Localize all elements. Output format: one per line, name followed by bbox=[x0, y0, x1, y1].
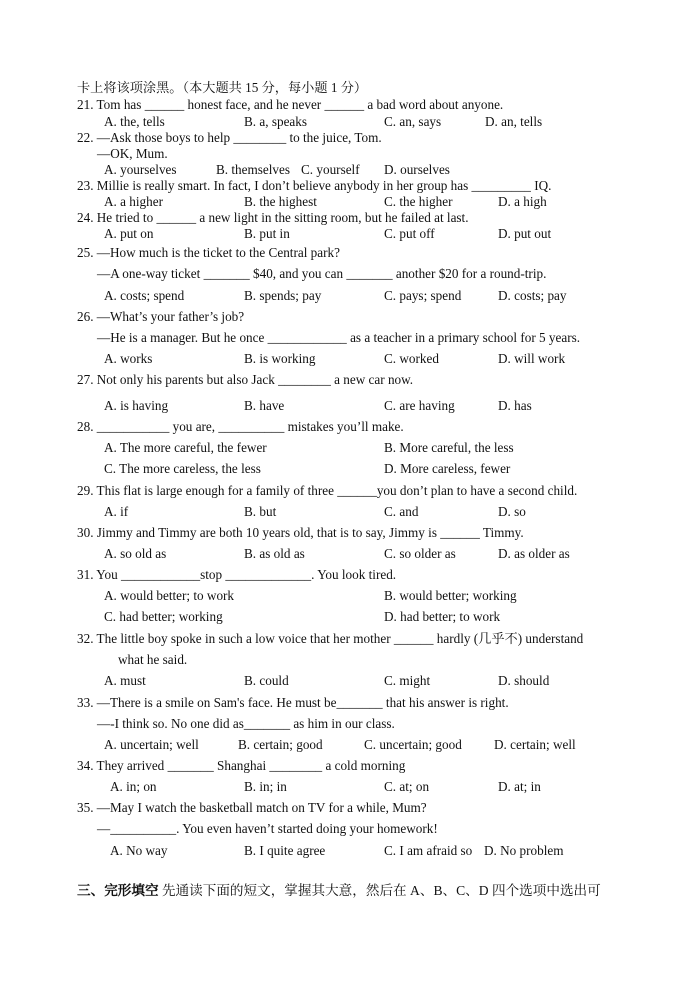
q22-option-a[interactable]: A. yourselves bbox=[104, 162, 177, 177]
q24-option-d[interactable]: D. put out bbox=[498, 226, 552, 241]
q33-option-a[interactable]: A. uncertain; well bbox=[104, 737, 199, 752]
q34-option-b[interactable]: B. in; in bbox=[244, 779, 287, 794]
q26-option-d[interactable]: D. will work bbox=[498, 351, 566, 366]
question-32-stem-cont: what he said. bbox=[118, 652, 188, 667]
q30-option-b[interactable]: B. as old as bbox=[244, 546, 305, 561]
q25-option-c[interactable]: C. pays; spend bbox=[384, 288, 462, 303]
question-35-reply: —__________. You even haven’t started doing your homework! bbox=[97, 821, 438, 836]
q31-option-d[interactable]: D. had better; to work bbox=[384, 609, 501, 624]
question-33-stem: 33. —There is a smile on Sam's face. He must be_______ that his answer is right. bbox=[77, 695, 509, 710]
question-35-stem: 35. —May I watch the basketball match on TV for a while, Mum? bbox=[77, 800, 427, 815]
q28-option-c[interactable]: C. The more careless, the less bbox=[104, 461, 261, 476]
question-32-stem: 32. The little boy spoke in such a low voice that her mother ______ hardly (几乎不) understand bbox=[77, 631, 584, 646]
q25-option-d[interactable]: D. costs; pay bbox=[498, 288, 567, 303]
q27-option-c[interactable]: C. are having bbox=[384, 398, 455, 413]
q29-option-d[interactable]: D. so bbox=[498, 504, 526, 519]
section-3-instructions: 先通读下面的短文，掌握其大意，然后在 A、B、C、D 四个选项中选出可 bbox=[158, 883, 601, 898]
q30-option-c[interactable]: C. so older as bbox=[384, 546, 456, 561]
question-25-stem: 25. —How much is the ticket to the Central park? bbox=[77, 245, 340, 260]
q29-option-c[interactable]: C. and bbox=[384, 504, 419, 519]
section-3-number: 三、 bbox=[77, 883, 105, 898]
question-29-stem: 29. This flat is large enough for a family of three ______you don’t plan to have a second child. bbox=[77, 483, 578, 498]
question-23-stem: 23. Millie is really smart. In fact, I don’t believe anybody in her group has _________ IQ. bbox=[77, 178, 552, 193]
q26-option-b[interactable]: B. is working bbox=[244, 351, 316, 366]
q35-option-a[interactable]: A. No way bbox=[110, 843, 168, 858]
q22-option-c[interactable]: C. yourself bbox=[301, 162, 360, 177]
question-25-reply: —A one-way ticket _______ $40, and you can _______ another $20 for a round-trip. bbox=[97, 266, 547, 281]
q24-option-b[interactable]: B. put in bbox=[244, 226, 290, 241]
q21-option-c[interactable]: C. an, says bbox=[384, 114, 442, 129]
q25-option-a[interactable]: A. costs; spend bbox=[104, 288, 185, 303]
question-34-stem: 34. They arrived _______ Shanghai ________ a cold morning bbox=[77, 758, 406, 773]
q34-option-d[interactable]: D. at; in bbox=[498, 779, 541, 794]
q32-option-d[interactable]: D. should bbox=[498, 673, 550, 688]
q24-option-c[interactable]: C. put off bbox=[384, 226, 435, 241]
q33-option-c[interactable]: C. uncertain; good bbox=[364, 737, 462, 752]
question-21-stem: 21. Tom has ______ honest face, and he never ______ a bad word about anyone. bbox=[77, 97, 504, 112]
q23-option-b[interactable]: B. the highest bbox=[244, 194, 317, 209]
question-33-reply: —-I think so. No one did as_______ as him in our class. bbox=[97, 716, 395, 731]
q34-option-c[interactable]: C. at; on bbox=[384, 779, 430, 794]
section-3-heading bbox=[77, 883, 601, 899]
q27-option-b[interactable]: B. have bbox=[244, 398, 285, 413]
question-26-reply: —He is a manager. But he once ____________ as a teacher in a primary school for 5 years. bbox=[97, 330, 581, 345]
q35-option-d[interactable]: D. No problem bbox=[484, 843, 564, 858]
q26-option-c[interactable]: C. worked bbox=[384, 351, 439, 366]
q23-option-d[interactable]: D. a high bbox=[498, 194, 547, 209]
q22-option-d[interactable]: D. ourselves bbox=[384, 162, 450, 177]
q28-option-a[interactable]: A. The more careful, the fewer bbox=[104, 440, 267, 455]
q21-option-a[interactable]: A. the, tells bbox=[104, 114, 165, 129]
q31-option-c[interactable]: C. had better; working bbox=[104, 609, 223, 624]
q35-option-c[interactable]: C. I am afraid so bbox=[384, 843, 473, 858]
q24-option-a[interactable]: A. put on bbox=[104, 226, 154, 241]
q25-option-b[interactable]: B. spends; pay bbox=[244, 288, 322, 303]
question-30-stem: 30. Jimmy and Timmy are both 10 years old, that is to say, Jimmy is ______ Timmy. bbox=[77, 525, 524, 540]
q30-option-a[interactable]: A. so old as bbox=[104, 546, 167, 561]
section-intro: 卡上将该项涂黑。（本大题共 15 分，每小题 1 分） bbox=[77, 80, 368, 95]
q32-option-c[interactable]: C. might bbox=[384, 673, 431, 688]
question-31-stem: 31. You ____________stop _____________. You look tired. bbox=[77, 567, 397, 582]
q27-option-d[interactable]: D. has bbox=[498, 398, 532, 413]
q22-option-b[interactable]: B. themselves bbox=[216, 162, 290, 177]
q32-option-b[interactable]: B. could bbox=[244, 673, 289, 688]
q35-option-b[interactable]: B. I quite agree bbox=[244, 843, 326, 858]
question-22-stem: 22. —Ask those boys to help ________ to the juice, Tom. bbox=[77, 130, 382, 145]
q21-option-d[interactable]: D. an, tells bbox=[485, 114, 543, 129]
q33-option-b[interactable]: B. certain; good bbox=[238, 737, 323, 752]
q28-option-b[interactable]: B. More careful, the less bbox=[384, 440, 514, 455]
q33-option-d[interactable]: D. certain; well bbox=[494, 737, 576, 752]
q23-option-a[interactable]: A. a higher bbox=[104, 194, 163, 209]
question-27-stem: 27. Not only his parents but also Jack ________ a new car now. bbox=[77, 372, 414, 387]
q28-option-d[interactable]: D. More careless, fewer bbox=[384, 461, 511, 476]
q21-option-b[interactable]: B. a, speaks bbox=[244, 114, 307, 129]
q31-option-b[interactable]: B. would better; working bbox=[384, 588, 517, 603]
q31-option-a[interactable]: A. would better; to work bbox=[104, 588, 235, 603]
q29-option-b[interactable]: B. but bbox=[244, 504, 277, 519]
q23-option-c[interactable]: C. the higher bbox=[384, 194, 453, 209]
q26-option-a[interactable]: A. works bbox=[104, 351, 153, 366]
q27-option-a[interactable]: A. is having bbox=[104, 398, 169, 413]
question-22-reply: —OK, Mum. bbox=[97, 146, 168, 161]
question-26-stem: 26. —What’s your father’s job? bbox=[77, 309, 245, 324]
q32-option-a[interactable]: A. must bbox=[104, 673, 146, 688]
question-28-stem: 28. ___________ you are, __________ mistakes you’ll make. bbox=[77, 419, 404, 434]
q34-option-a[interactable]: A. in; on bbox=[110, 779, 157, 794]
section-3-title: 完形填空 bbox=[104, 883, 159, 898]
question-24-stem: 24. He tried to ______ a new light in the sitting room, but he failed at last. bbox=[77, 210, 469, 225]
q29-option-a[interactable]: A. if bbox=[104, 504, 129, 519]
q30-option-d[interactable]: D. as older as bbox=[498, 546, 570, 561]
